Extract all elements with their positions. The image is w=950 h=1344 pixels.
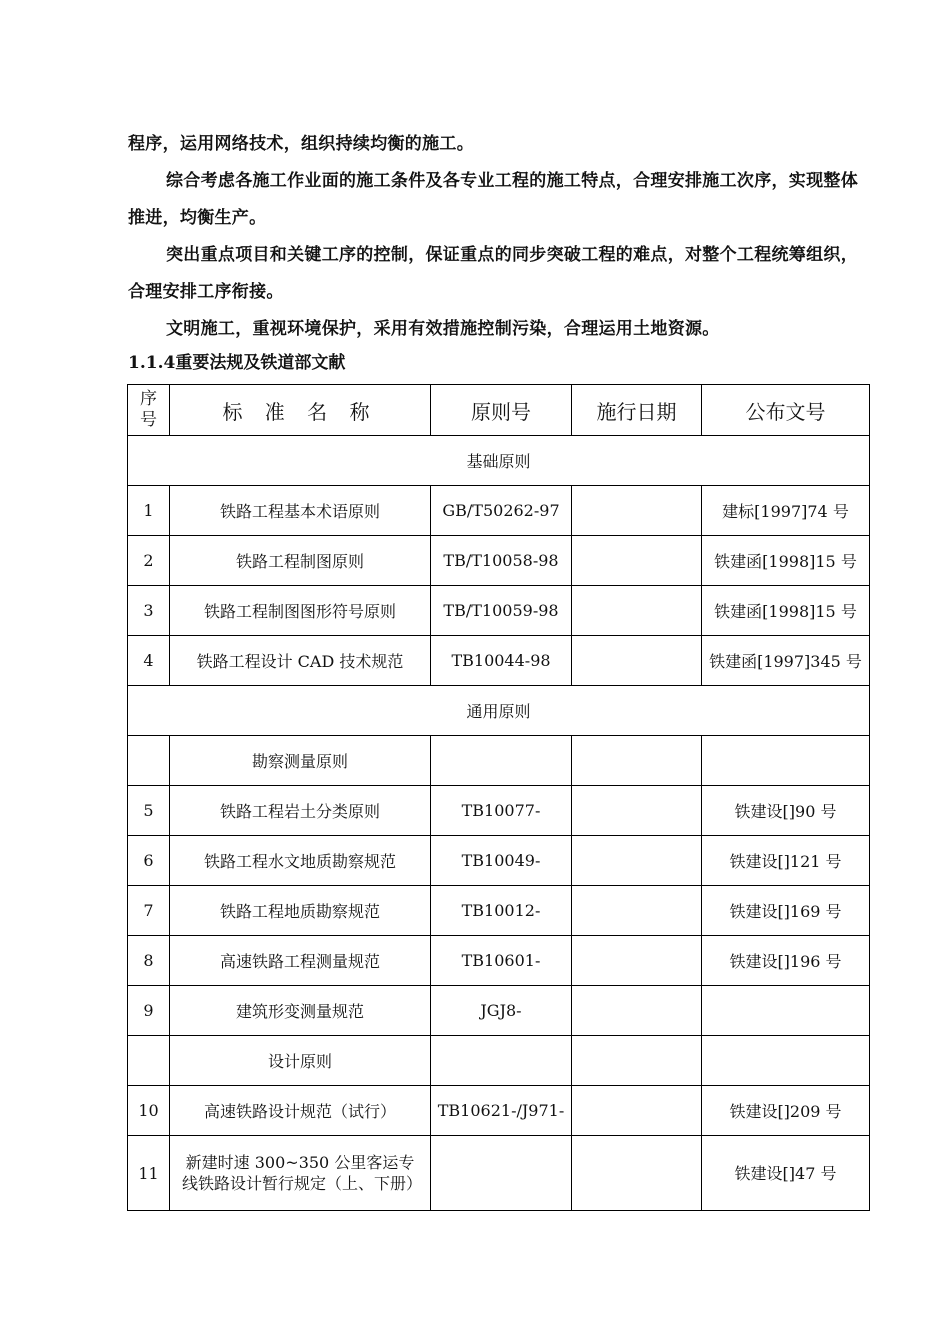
paragraph-3: 突出重点项目和关键工序的控制，保证重点的同步突破工程的难点，对整个工程统筹组织，合理安排工序衔接。 bbox=[128, 245, 858, 302]
cell-name-text: 新建时速 300~350 公里客运专线铁路设计暂行规定（上、下册） bbox=[182, 1153, 423, 1193]
cell-code: GB/T50262-97 bbox=[431, 486, 572, 536]
cell-doc: 铁建设[]169 号 bbox=[702, 886, 870, 936]
cell-code: TB10012- bbox=[431, 886, 572, 936]
cell-name: 高速铁路工程测量规范 bbox=[170, 936, 431, 986]
header-code: 原则号 bbox=[431, 385, 572, 436]
cell-doc bbox=[702, 986, 870, 1036]
section-row-general bbox=[128, 686, 870, 736]
cell-date bbox=[572, 986, 702, 1036]
table-row bbox=[128, 536, 870, 586]
table-row bbox=[128, 786, 870, 836]
cell-code bbox=[431, 1036, 572, 1086]
cell-code bbox=[431, 736, 572, 786]
cell-date bbox=[572, 836, 702, 886]
cell-name: 铁路工程制图图形符号原则 bbox=[170, 586, 431, 636]
section-heading: 1.1.4重要法规及铁道部文献 bbox=[128, 353, 346, 373]
cell-doc: 铁建设[]196 号 bbox=[702, 936, 870, 986]
table-row bbox=[128, 636, 870, 686]
cell-code: TB10049- bbox=[431, 836, 572, 886]
cell-code: TB/T10059-98 bbox=[431, 586, 572, 636]
table-row bbox=[128, 1136, 870, 1211]
cell-code: TB10077- bbox=[431, 786, 572, 836]
cell-doc: 铁建设[]90 号 bbox=[702, 786, 870, 836]
table-row bbox=[128, 486, 870, 536]
header-date: 施行日期 bbox=[572, 385, 702, 436]
cell-name: 勘察测量原则 bbox=[170, 736, 431, 786]
cell-name: 铁路工程制图原则 bbox=[170, 536, 431, 586]
cell-date bbox=[572, 1036, 702, 1086]
cell-seq: 5 bbox=[128, 786, 170, 836]
cell-code bbox=[431, 1136, 572, 1211]
cell-date bbox=[572, 1086, 702, 1136]
table-row bbox=[128, 986, 870, 1036]
table-row bbox=[128, 1086, 870, 1136]
cell-doc: 铁建函[1998]15 号 bbox=[702, 586, 870, 636]
paragraph-1: 程序，运用网络技术，组织持续均衡的施工。 bbox=[128, 134, 474, 154]
cell-date bbox=[572, 936, 702, 986]
cell-seq: 6 bbox=[128, 836, 170, 886]
cell-doc bbox=[702, 736, 870, 786]
table-row bbox=[128, 836, 870, 886]
cell-doc: 铁建设[]209 号 bbox=[702, 1086, 870, 1136]
cell-name: 铁路工程水文地质勘察规范 bbox=[170, 836, 431, 886]
cell-name: 铁路工程设计 CAD 技术规范 bbox=[170, 636, 431, 686]
cell-name bbox=[170, 1136, 431, 1211]
cell-code: TB10044-98 bbox=[431, 636, 572, 686]
cell-date bbox=[572, 736, 702, 786]
paragraph-2: 综合考虑各施工作业面的施工条件及各专业工程的施工特点，合理安排施工次序，实现整体推进，均衡生产。 bbox=[128, 171, 858, 228]
cell-seq: 10 bbox=[128, 1086, 170, 1136]
paragraph-4: 文明施工，重视环境保护，采用有效措施控制污染，合理运用土地资源。 bbox=[166, 319, 720, 339]
cell-doc: 铁建函[1997]345 号 bbox=[702, 636, 870, 686]
table-row bbox=[128, 886, 870, 936]
cell-code: TB10621-/J971- bbox=[431, 1086, 572, 1136]
cell-code: JGJ8- bbox=[431, 986, 572, 1036]
header-name: 标 准 名 称 bbox=[170, 385, 431, 436]
cell-date bbox=[572, 886, 702, 936]
cell-name: 高速铁路设计规范（试行） bbox=[170, 1086, 431, 1136]
cell-seq: 7 bbox=[128, 886, 170, 936]
cell-date bbox=[572, 586, 702, 636]
cell-seq bbox=[128, 1036, 170, 1086]
cell-date bbox=[572, 536, 702, 586]
cell-name: 铁路工程岩土分类原则 bbox=[170, 786, 431, 836]
cell-code: TB10601- bbox=[431, 936, 572, 986]
cell-seq: 3 bbox=[128, 586, 170, 636]
header-seq: 序号 bbox=[128, 385, 170, 436]
cell-date bbox=[572, 486, 702, 536]
cell-name: 设计原则 bbox=[170, 1036, 431, 1086]
cell-date bbox=[572, 786, 702, 836]
cell-name: 铁路工程基本术语原则 bbox=[170, 486, 431, 536]
table-header-row bbox=[128, 385, 870, 436]
cell-doc: 铁建设[]47 号 bbox=[702, 1136, 870, 1211]
cell-date bbox=[572, 1136, 702, 1211]
cell-seq: 1 bbox=[128, 486, 170, 536]
header-doc: 公布文号 bbox=[702, 385, 870, 436]
cell-doc: 铁建函[1998]15 号 bbox=[702, 536, 870, 586]
cell-code: TB/T10058-98 bbox=[431, 536, 572, 586]
cell-seq: 4 bbox=[128, 636, 170, 686]
cell-seq: 9 bbox=[128, 986, 170, 1036]
section-row-basic bbox=[128, 436, 870, 486]
table-row bbox=[128, 1036, 870, 1086]
cell-seq: 8 bbox=[128, 936, 170, 986]
table-row bbox=[128, 586, 870, 636]
cell-date bbox=[572, 636, 702, 686]
cell-name: 建筑形变测量规范 bbox=[170, 986, 431, 1036]
cell-seq: 11 bbox=[128, 1136, 170, 1211]
table-row bbox=[128, 736, 870, 786]
section-label-basic: 基础原则 bbox=[128, 436, 870, 486]
cell-doc bbox=[702, 1036, 870, 1086]
cell-doc: 建标[1997]74 号 bbox=[702, 486, 870, 536]
cell-name: 铁路工程地质勘察规范 bbox=[170, 886, 431, 936]
standards-table bbox=[127, 384, 870, 1211]
cell-seq bbox=[128, 736, 170, 786]
cell-doc: 铁建设[]121 号 bbox=[702, 836, 870, 886]
section-label-general: 通用原则 bbox=[128, 686, 870, 736]
cell-seq: 2 bbox=[128, 536, 170, 586]
table-row bbox=[128, 936, 870, 986]
